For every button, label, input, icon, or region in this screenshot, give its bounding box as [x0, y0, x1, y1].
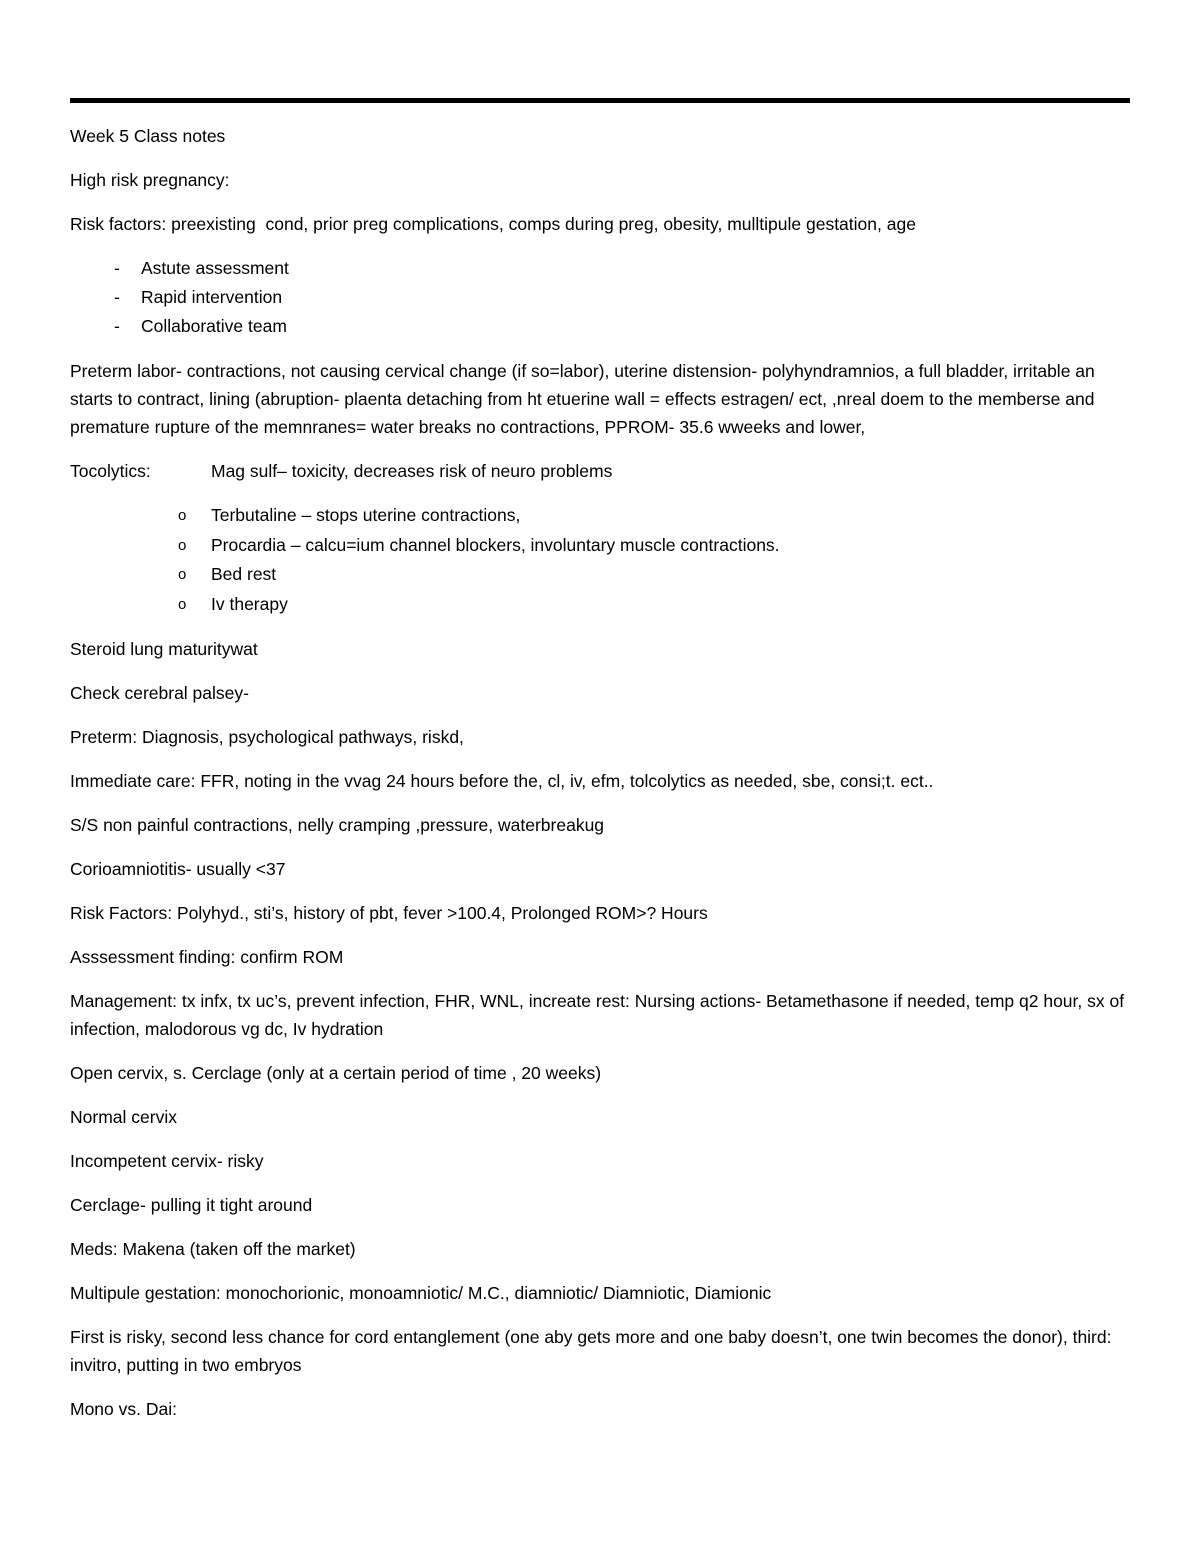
list-item [70, 283, 1130, 312]
dash-bullet: - [114, 287, 120, 307]
list-item [70, 560, 1130, 590]
tocolytics-label: Tocolytics: [70, 461, 151, 481]
note-paragraph: Steroid lung maturitywat [70, 639, 258, 659]
section-heading: High risk pregnancy: [70, 170, 230, 190]
preterm-labor-paragraph: Preterm labor- contractions, not causing cervical change (if so=labor), uterine distension- polyhyndramnios, a full bladder, irritable an starts to contract, lining (abruption- plaenta detaching from ht etuerine wall = effects estragen/ ect, ,nreal doem to the memberse and premature rupture of the memnranes= water breaks no contractions, PPROM- 35.6 wweeks and lower, [70, 361, 1100, 437]
note-paragraph: Management: tx infx, tx uc’s, prevent infection, FHR, WNL, increate rest: Nursing actions- Betamethasone if needed, temp q2 hour, sx of infection, malodorous vg dc, Iv hydration [70, 991, 1129, 1039]
note-paragraph: Corioamniotitis- usually <37 [70, 859, 286, 879]
list-item [70, 254, 1130, 283]
dash-bullet: - [114, 258, 120, 278]
list-item [70, 501, 1130, 531]
top-horizontal-rule [70, 98, 1130, 103]
list-item [70, 590, 1130, 620]
note-paragraph: First is risky, second less chance for cord entanglement (one aby gets more and one baby doesn’t, one twin becomes the donor), third: invitro, putting in two embryos [70, 1327, 1117, 1375]
dash-list [70, 254, 1130, 341]
note-paragraph: Cerclage- pulling it tight around [70, 1195, 313, 1215]
note-paragraph: S/S non painful contractions, nelly cramping ,pressure, waterbreakug [70, 815, 605, 835]
list-item [70, 531, 1130, 561]
note-paragraph: Preterm: Diagnosis, psychological pathways, riskd, [70, 727, 464, 747]
circle-bullet: o [178, 536, 187, 554]
risk-factors-line: Risk factors: preexisting cond, prior preg complications, comps during preg, obesity, mulltipule gestation, age [70, 214, 916, 234]
note-paragraph: Check cerebral palsey- [70, 683, 249, 703]
list-item [70, 312, 1130, 341]
note-paragraph: Risk Factors: Polyhyd., sti’s, history of pbt, fever >100.4, Prolonged ROM>? Hours [70, 903, 708, 923]
list-item-text: Procardia – calcu=ium channel blockers, involuntary muscle contractions. [211, 534, 780, 555]
note-paragraph: Meds: Makena (taken off the market) [70, 1239, 356, 1259]
list-item-text: Terbutaline – stops uterine contractions, [211, 505, 521, 525]
document-title: Week 5 Class notes [70, 126, 226, 146]
tocolytics-sublist [70, 501, 1130, 619]
list-item-text: Astute assessment [141, 258, 289, 278]
dash-bullet: - [114, 316, 120, 336]
circle-bullet: o [178, 507, 187, 524]
list-item-text: Rapid intervention [141, 287, 283, 307]
tocolytics-first-item: Mag sulf– toxicity, decreases risk of neuro problems [211, 461, 613, 481]
note-paragraph: Incompetent cervix- risky [70, 1151, 264, 1171]
circle-bullet: o [178, 566, 187, 583]
list-item-text: Iv therapy [211, 593, 288, 614]
note-paragraph: Mono vs. Dai: [70, 1399, 177, 1419]
note-paragraph: Asssessment finding: confirm ROM [70, 947, 344, 967]
note-paragraph: Open cervix, s. Cerclage (only at a certain period of time , 20 weeks) [70, 1063, 602, 1083]
note-paragraph: Normal cervix [70, 1107, 177, 1127]
note-paragraph: Immediate care: FFR, noting in the vvag 24 hours before the, cl, iv, efm, tolcolytics as needed, sbe, consi;t. ect.. [70, 771, 934, 791]
notes-content [70, 122, 1130, 1439]
circle-bullet: o [178, 595, 187, 613]
tocolytics-row [70, 457, 1130, 485]
list-item-text: Collaborative team [141, 316, 287, 336]
list-item-text: Bed rest [211, 564, 277, 584]
note-paragraph: Multipule gestation: monochorionic, monoamniotic/ M.C., diamniotic/ Diamniotic, Diamionic [70, 1283, 772, 1303]
